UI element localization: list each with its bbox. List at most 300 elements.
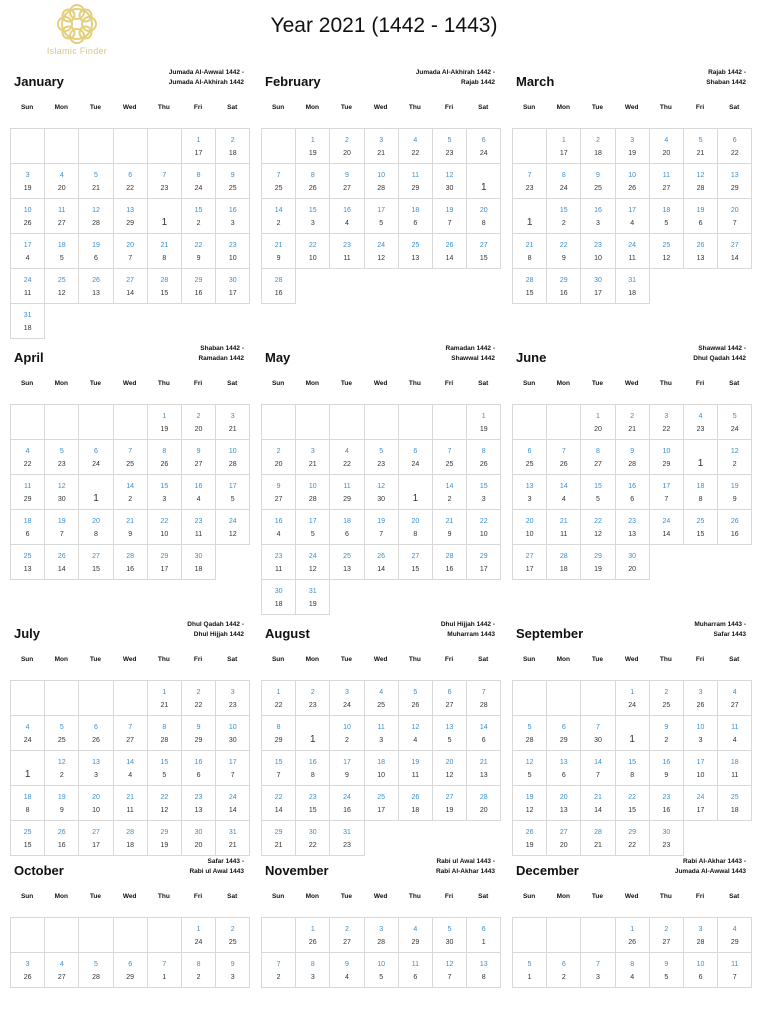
gregorian-day: 16 xyxy=(274,518,283,525)
weekday-label: Tue xyxy=(89,893,101,900)
hijri-day: 13 xyxy=(479,772,488,779)
gregorian-day: 14 xyxy=(445,483,454,490)
hijri-day: 2 xyxy=(128,496,133,503)
day-cell xyxy=(512,820,547,856)
gregorian-day: 4 xyxy=(379,689,384,696)
day-cell xyxy=(717,128,752,164)
gregorian-day: 18 xyxy=(23,794,32,801)
day-cell xyxy=(215,163,250,199)
hijri-day: 18 xyxy=(23,325,32,332)
gregorian-day: 26 xyxy=(57,829,66,836)
gregorian-day: 22 xyxy=(628,794,637,801)
day-cell xyxy=(113,268,148,304)
day-cell xyxy=(512,233,547,269)
day-cell xyxy=(147,952,182,988)
weekday-label: Mon xyxy=(556,893,570,900)
hijri-range xyxy=(441,620,495,640)
weekday-label: Fri xyxy=(444,656,454,663)
hijri-day: 29 xyxy=(662,461,671,468)
day-cell xyxy=(329,750,364,786)
weekday-header-row xyxy=(512,104,752,118)
day-cell xyxy=(615,163,650,199)
hijri-day: 10 xyxy=(696,772,705,779)
gregorian-day: 13 xyxy=(479,961,488,968)
hijri-range-line: Jumada Al-Awwal 1443 xyxy=(674,868,746,875)
gregorian-day: 8 xyxy=(276,724,281,731)
gregorian-day: 12 xyxy=(377,483,386,490)
day-cell xyxy=(717,680,752,716)
hijri-day: 7 xyxy=(664,496,669,503)
gregorian-day: 9 xyxy=(196,448,201,455)
gregorian-day: 23 xyxy=(628,518,637,525)
hijri-day: 4 xyxy=(561,496,566,503)
gregorian-day: 21 xyxy=(525,242,534,249)
hijri-day: 27 xyxy=(57,220,66,227)
day-cell xyxy=(44,233,79,269)
gregorian-day: 16 xyxy=(228,207,237,214)
hijri-day: 2 xyxy=(276,974,281,981)
hijri-day: 15 xyxy=(160,290,169,297)
day-cell xyxy=(147,820,182,856)
hijri-day: 27 xyxy=(343,939,351,946)
day-cell xyxy=(615,509,650,545)
gregorian-day: 29 xyxy=(594,553,602,560)
hijri-day: 25 xyxy=(445,461,454,468)
day-cell xyxy=(432,785,467,821)
weekday-header-row xyxy=(512,656,752,670)
gregorian-day: 23 xyxy=(194,794,203,801)
day-cell xyxy=(147,785,182,821)
hijri-day: 9 xyxy=(732,496,737,503)
hijri-day: 6 xyxy=(413,974,418,981)
gregorian-day: 8 xyxy=(310,961,315,968)
gregorian-day: 20 xyxy=(92,518,100,525)
hijri-day: 20 xyxy=(479,807,488,814)
hijri-day: 15 xyxy=(411,566,420,573)
hijri-day: 4 xyxy=(25,255,30,262)
day-cell xyxy=(717,233,752,269)
hijri-day: 27 xyxy=(594,461,602,468)
month-name: July xyxy=(14,626,41,641)
gregorian-day: 28 xyxy=(126,829,135,836)
gregorian-day: 1 xyxy=(481,413,486,420)
hijri-day: 21 xyxy=(308,461,317,468)
day-cell xyxy=(147,163,182,199)
hijri-day: 25 xyxy=(228,185,237,192)
day-cell xyxy=(546,474,581,510)
hijri-day: 5 xyxy=(447,737,452,744)
day-cell xyxy=(329,715,364,751)
gregorian-day: 28 xyxy=(160,277,169,284)
hijri-day: 15 xyxy=(23,842,32,849)
gregorian-day: 1 xyxy=(196,137,201,144)
day-grid xyxy=(512,128,752,303)
hijri-range-line: Dhul Hijjah 1442 xyxy=(193,631,244,638)
hijri-range-line: Ramadan 1442 - xyxy=(445,345,495,352)
day-cell xyxy=(215,128,250,164)
day-cell xyxy=(398,952,433,988)
day-cell xyxy=(546,952,581,988)
month-name: September xyxy=(516,626,584,641)
day-cell xyxy=(181,544,216,580)
weekday-header-row xyxy=(10,893,250,907)
gregorian-day: 5 xyxy=(527,961,532,968)
gregorian-day: 5 xyxy=(94,172,98,179)
day-cell xyxy=(466,680,501,716)
hijri-day: 21 xyxy=(696,150,705,157)
day-cell xyxy=(512,952,547,988)
empty-day-cell xyxy=(44,404,79,440)
day-cell xyxy=(398,233,433,269)
gregorian-day: 25 xyxy=(23,553,32,560)
gregorian-day: 25 xyxy=(411,242,420,249)
hijri-day: 23 xyxy=(662,842,671,849)
weekday-label: Sat xyxy=(478,656,489,663)
hijri-day: 16 xyxy=(559,290,568,297)
day-cell xyxy=(398,680,433,716)
gregorian-day: 1 xyxy=(276,689,281,696)
hijri-range xyxy=(693,344,746,364)
hijri-day: 17 xyxy=(479,566,488,573)
hijri-day: 25 xyxy=(377,702,386,709)
gregorian-day: 29 xyxy=(628,829,637,836)
day-cell xyxy=(580,163,615,199)
gregorian-day: 23 xyxy=(662,794,671,801)
day-cell xyxy=(113,474,148,510)
day-cell xyxy=(580,509,615,545)
gregorian-day: 18 xyxy=(662,207,671,214)
hijri-range-line: Dhul Hijjah 1442 - xyxy=(440,621,495,628)
hijri-day: 30 xyxy=(445,939,454,946)
hijri-day: 18 xyxy=(194,566,203,573)
gregorian-day: 6 xyxy=(447,689,452,696)
empty-day-cell xyxy=(546,917,581,953)
day-cell xyxy=(683,474,718,510)
hijri-day: 1 xyxy=(93,493,99,504)
hijri-day: 3 xyxy=(230,220,235,227)
gregorian-day: 30 xyxy=(194,829,203,836)
weekday-header-row xyxy=(261,380,501,394)
day-cell xyxy=(261,509,296,545)
weekday-label: Thu xyxy=(157,104,170,111)
hijri-day: 4 xyxy=(128,772,133,779)
day-cell xyxy=(215,952,250,988)
hijri-day: 18 xyxy=(126,842,135,849)
gregorian-day: 3 xyxy=(698,689,703,696)
day-cell xyxy=(466,128,501,164)
gregorian-day: 8 xyxy=(481,448,486,455)
weekday-label: Thu xyxy=(157,893,170,900)
gregorian-day: 22 xyxy=(559,242,568,249)
empty-day-cell xyxy=(580,917,615,953)
gregorian-day: 1 xyxy=(630,926,635,933)
hijri-range xyxy=(436,857,495,877)
day-cell xyxy=(546,163,581,199)
gregorian-day: 18 xyxy=(343,518,351,525)
empty-day-cell xyxy=(78,404,113,440)
hijri-range-line: Jumada Al-Awwal 1442 - xyxy=(168,69,244,76)
day-cell xyxy=(44,785,79,821)
day-cell xyxy=(615,952,650,988)
gregorian-day: 24 xyxy=(662,518,671,525)
weekday-label: Sun xyxy=(271,656,285,663)
gregorian-day: 15 xyxy=(160,483,169,490)
hijri-range-line: Rabi ul Awal 1443 xyxy=(189,868,244,875)
gregorian-day: 7 xyxy=(162,172,167,179)
gregorian-day: 19 xyxy=(92,242,100,249)
weekday-label: Thu xyxy=(408,893,421,900)
gregorian-day: 26 xyxy=(92,277,100,284)
hijri-day: 5 xyxy=(162,772,167,779)
hijri-day: 16 xyxy=(57,842,66,849)
hijri-day: 25 xyxy=(594,185,602,192)
day-cell xyxy=(466,474,501,510)
day-cell xyxy=(512,198,547,234)
hijri-day: 9 xyxy=(59,807,64,814)
month-header xyxy=(10,618,250,656)
gregorian-day: 5 xyxy=(379,448,384,455)
hijri-day: 7 xyxy=(128,255,133,262)
day-cell xyxy=(295,198,330,234)
hijri-day: 18 xyxy=(411,807,420,814)
day-cell xyxy=(44,509,79,545)
gregorian-day: 4 xyxy=(25,448,30,455)
gregorian-day: 4 xyxy=(59,172,64,179)
hijri-day: 12 xyxy=(308,566,317,573)
weekday-header-row xyxy=(261,656,501,670)
weekday-label: Wed xyxy=(624,104,639,111)
hijri-day: 1 xyxy=(162,974,167,981)
gregorian-day: 29 xyxy=(274,829,283,836)
gregorian-day: 8 xyxy=(162,724,167,731)
day-cell xyxy=(295,439,330,475)
day-cell xyxy=(615,198,650,234)
hijri-day: 12 xyxy=(594,531,602,538)
gregorian-day: 10 xyxy=(23,207,32,214)
hijri-day: 28 xyxy=(308,496,317,503)
hijri-day: 23 xyxy=(343,842,351,849)
gregorian-day: 6 xyxy=(732,137,737,144)
gregorian-day: 10 xyxy=(343,724,351,731)
hijri-day: 29 xyxy=(194,737,203,744)
gregorian-day: 6 xyxy=(413,448,418,455)
gregorian-day: 12 xyxy=(525,759,534,766)
gregorian-day: 4 xyxy=(698,413,703,420)
hijri-day: 29 xyxy=(730,939,739,946)
weekday-label: Fri xyxy=(444,104,454,111)
gregorian-day: 7 xyxy=(596,724,600,731)
hijri-day: 1 xyxy=(412,493,419,504)
gregorian-day: 1 xyxy=(162,413,167,420)
gregorian-day: 9 xyxy=(230,961,235,968)
hijri-day: 24 xyxy=(479,150,488,157)
day-cell xyxy=(683,404,718,440)
hijri-day: 24 xyxy=(411,461,420,468)
hijri-day: 2 xyxy=(447,496,452,503)
gregorian-day: 5 xyxy=(447,137,452,144)
gregorian-day: 11 xyxy=(411,172,419,179)
day-cell xyxy=(466,198,501,234)
day-cell xyxy=(78,198,113,234)
day-cell xyxy=(215,233,250,269)
weekday-label: Wed xyxy=(373,656,388,663)
hijri-day: 4 xyxy=(196,496,201,503)
month-name: March xyxy=(516,74,555,89)
hijri-day: 3 xyxy=(310,974,315,981)
day-cell xyxy=(432,163,467,199)
hijri-day: 24 xyxy=(23,737,32,744)
gregorian-day: 4 xyxy=(25,724,30,731)
weekday-label: Sun xyxy=(522,104,536,111)
gregorian-day: 15 xyxy=(194,207,203,214)
day-cell xyxy=(466,163,501,199)
hijri-day: 29 xyxy=(274,737,283,744)
hijri-day: 18 xyxy=(559,566,568,573)
weekday-label: Sat xyxy=(478,893,489,900)
day-grid xyxy=(261,404,501,614)
gregorian-day: 24 xyxy=(23,277,32,284)
day-cell xyxy=(181,163,216,199)
day-cell xyxy=(649,509,684,545)
day-cell xyxy=(181,785,216,821)
gregorian-day: 20 xyxy=(559,794,568,801)
weekday-label: Thu xyxy=(408,656,421,663)
gregorian-day: 7 xyxy=(128,724,133,731)
hijri-day: 15 xyxy=(525,290,534,297)
hijri-day: 25 xyxy=(662,702,671,709)
day-cell xyxy=(78,544,113,580)
hijri-range-line: Shawwal 1442 xyxy=(451,355,495,362)
gregorian-day: 30 xyxy=(194,553,203,560)
hijri-day: 3 xyxy=(162,496,167,503)
weekday-label: Mon xyxy=(54,104,68,111)
gregorian-day: 6 xyxy=(561,724,566,731)
gregorian-day: 5 xyxy=(59,724,64,731)
hijri-range xyxy=(675,857,746,877)
hijri-day: 20 xyxy=(343,150,351,157)
gregorian-day: 27 xyxy=(525,553,534,560)
empty-day-cell xyxy=(546,680,581,716)
gregorian-day: 4 xyxy=(664,137,669,144)
gregorian-day: 1 xyxy=(561,137,566,144)
hijri-day: 3 xyxy=(310,220,315,227)
hijri-day: 21 xyxy=(228,842,237,849)
day-cell xyxy=(364,233,399,269)
empty-day-cell xyxy=(261,128,296,164)
empty-day-cell xyxy=(512,128,547,164)
gregorian-day: 15 xyxy=(308,207,317,214)
hijri-day: 26 xyxy=(628,185,637,192)
month-header xyxy=(10,66,250,104)
day-cell xyxy=(615,544,650,580)
day-cell xyxy=(181,509,216,545)
day-cell xyxy=(580,474,615,510)
day-cell xyxy=(580,268,615,304)
gregorian-day: 4 xyxy=(413,926,418,933)
day-cell xyxy=(580,233,615,269)
gregorian-day: 9 xyxy=(276,483,281,490)
hijri-range xyxy=(694,620,746,640)
month-header xyxy=(512,855,752,893)
day-cell xyxy=(147,544,182,580)
weekday-label: Tue xyxy=(89,104,101,111)
weekday-label: Wed xyxy=(122,104,137,111)
hijri-day: 26 xyxy=(308,939,317,946)
hijri-day: 10 xyxy=(525,531,534,538)
day-cell xyxy=(615,785,650,821)
day-cell xyxy=(113,163,148,199)
weekday-label: Mon xyxy=(556,656,570,663)
gregorian-day: 17 xyxy=(343,759,351,766)
gregorian-day: 22 xyxy=(479,518,488,525)
hijri-day: 28 xyxy=(228,461,237,468)
gregorian-day: 17 xyxy=(628,207,637,214)
hijri-day: 29 xyxy=(126,220,135,227)
gregorian-day: 24 xyxy=(343,794,351,801)
gregorian-day: 3 xyxy=(310,448,315,455)
day-cell xyxy=(466,233,501,269)
day-cell xyxy=(10,509,45,545)
gregorian-day: 11 xyxy=(343,483,351,490)
month-february xyxy=(261,66,501,303)
gregorian-day: 11 xyxy=(411,961,419,968)
day-cell xyxy=(10,268,45,304)
weekday-label: Sun xyxy=(20,893,34,900)
hijri-day: 1 xyxy=(629,734,635,745)
gregorian-day: 22 xyxy=(308,242,317,249)
gregorian-day: 19 xyxy=(377,518,386,525)
hijri-day: 27 xyxy=(730,702,739,709)
weekday-label: Mon xyxy=(556,380,570,387)
hijri-range-line: Rajab 1442 - xyxy=(708,69,746,76)
hijri-day: 8 xyxy=(481,974,486,981)
month-october xyxy=(10,855,250,987)
day-cell xyxy=(432,917,467,953)
gregorian-day: 10 xyxy=(662,448,671,455)
day-cell xyxy=(329,820,364,856)
day-cell xyxy=(546,198,581,234)
hijri-day: 13 xyxy=(343,566,351,573)
gregorian-day: 31 xyxy=(628,277,637,284)
hijri-range-line: Dhul Qadah 1442 - xyxy=(187,621,244,628)
hijri-day: 7 xyxy=(230,772,235,779)
day-cell xyxy=(466,750,501,786)
empty-day-cell xyxy=(113,404,148,440)
day-cell xyxy=(398,474,433,510)
day-cell xyxy=(398,198,433,234)
hijri-day: 17 xyxy=(194,150,203,157)
weekday-label: Fri xyxy=(193,104,203,111)
day-cell xyxy=(398,439,433,475)
day-cell xyxy=(615,404,650,440)
day-cell xyxy=(512,268,547,304)
hijri-day: 29 xyxy=(126,974,135,981)
gregorian-day: 17 xyxy=(23,242,32,249)
hijri-day: 5 xyxy=(379,974,384,981)
hijri-day: 18 xyxy=(274,601,283,608)
day-cell xyxy=(580,439,615,475)
day-cell xyxy=(432,680,467,716)
weekday-header-row xyxy=(10,380,250,394)
gregorian-day: 10 xyxy=(308,483,317,490)
day-cell xyxy=(546,128,581,164)
gregorian-day: 27 xyxy=(126,277,135,284)
day-cell xyxy=(364,163,399,199)
hijri-day: 30 xyxy=(594,737,602,744)
day-cell xyxy=(181,268,216,304)
empty-day-cell xyxy=(398,404,433,440)
gregorian-day: 30 xyxy=(594,277,602,284)
